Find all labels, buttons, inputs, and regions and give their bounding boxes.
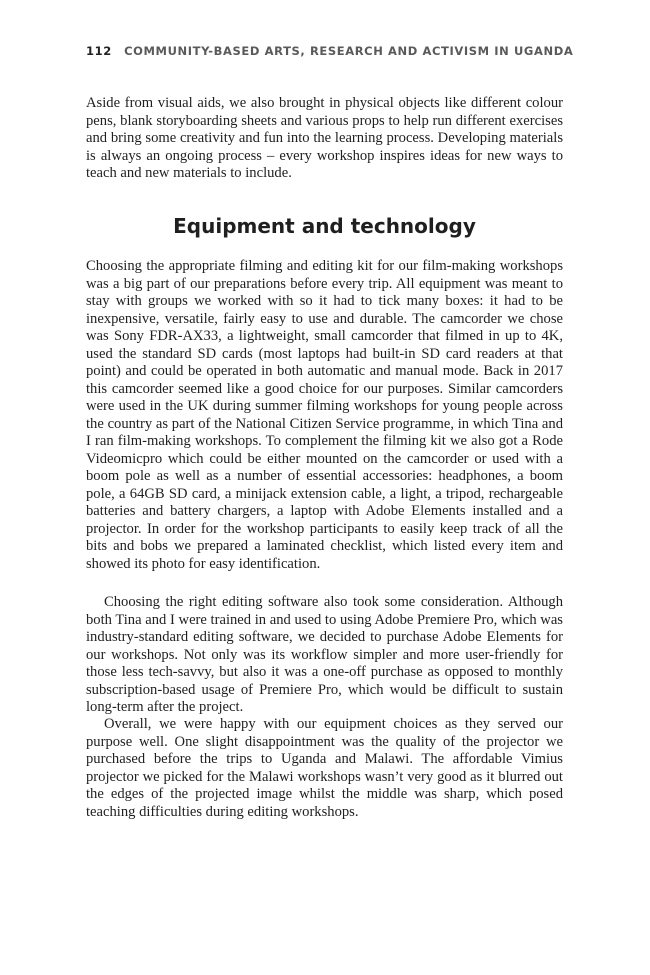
page-number: 112 bbox=[86, 44, 112, 58]
running-head bbox=[86, 44, 574, 58]
section-heading: Equipment and technology bbox=[173, 214, 476, 238]
body-paragraph-overall: Overall, we were happy with our equipment choices as they served our purpose well. One slight disappointment was the quality of the projector we purchased before the trips to Uganda and Malawi. The affordable Vimius projector we picked for the Malawi workshops wasn’t very good as it blurred out the edges of the projected image whilst the middle was sharp, which posed teaching difficulties during editing workshops. bbox=[86, 716, 563, 820]
body-paragraph-software: Choosing the right editing software also took some consideration. Although both Tina and I were trained in and used to using Adobe Premiere Pro, which was industry-standard editing software, we decided to purchase Adobe Elements for our workshops. Not only was its workflow simpler and more user-friendly for those less tech-savvy, but also it was a one-off purchase as opposed to monthly subscription-based usage of Premiere Pro, which would be difficult to sustain long-term after the project. bbox=[86, 594, 563, 715]
intro-paragraph: Aside from visual aids, we also brought in physical objects like different colour pens, blank storyboarding sheets and various props to help run different exercises and bring some creativity and fun into the learning process. Developing materials is always an ongoing process – every workshop inspires ideas for new ways to teach and new materials to include. bbox=[86, 95, 563, 181]
book-title: COMMUNITY-BASED ARTS, RESEARCH AND ACTIVISM IN UGANDA bbox=[124, 44, 574, 58]
body-paragraph-equipment: Choosing the appropriate filming and editing kit for our film-making workshops was a big part of our preparations before every trip. All equipment was meant to stay with groups we worked with so it had to tick many boxes: it had to be inexpensive, versatile, fairly easy to use and durable. The camcorder we chose was Sony FDR-AX33, a lightweight, small camcorder that filmed in up to 4K, used the standard SD cards (most laptops had built-in SD card readers at that point) and could be operated in both automatic and manual mode. Back in 2017 this camcorder seemed like a good choice for our purposes. Similar camcorders were used in the UK during summer filming workshops for young people across the country as part of the National Citizen Service programme, in which Tina and I ran film-making workshops. To complement the filming kit we also got a Rode Videomicpro which could be either mounted on the camcorder or used with a boom pole as well as a number of essential accessories: headphones, a boom pole, a 64GB SD card, a minijack extension cable, a light, a tripod, rechargeable batteries and battery chargers, a laptop with Adobe Elements installed and a projector. In order for the workshop participants to easily keep track of all the bits and bobs we prepared a laminated checklist, which listed every item and showed its photo for easy identification. bbox=[86, 258, 563, 572]
